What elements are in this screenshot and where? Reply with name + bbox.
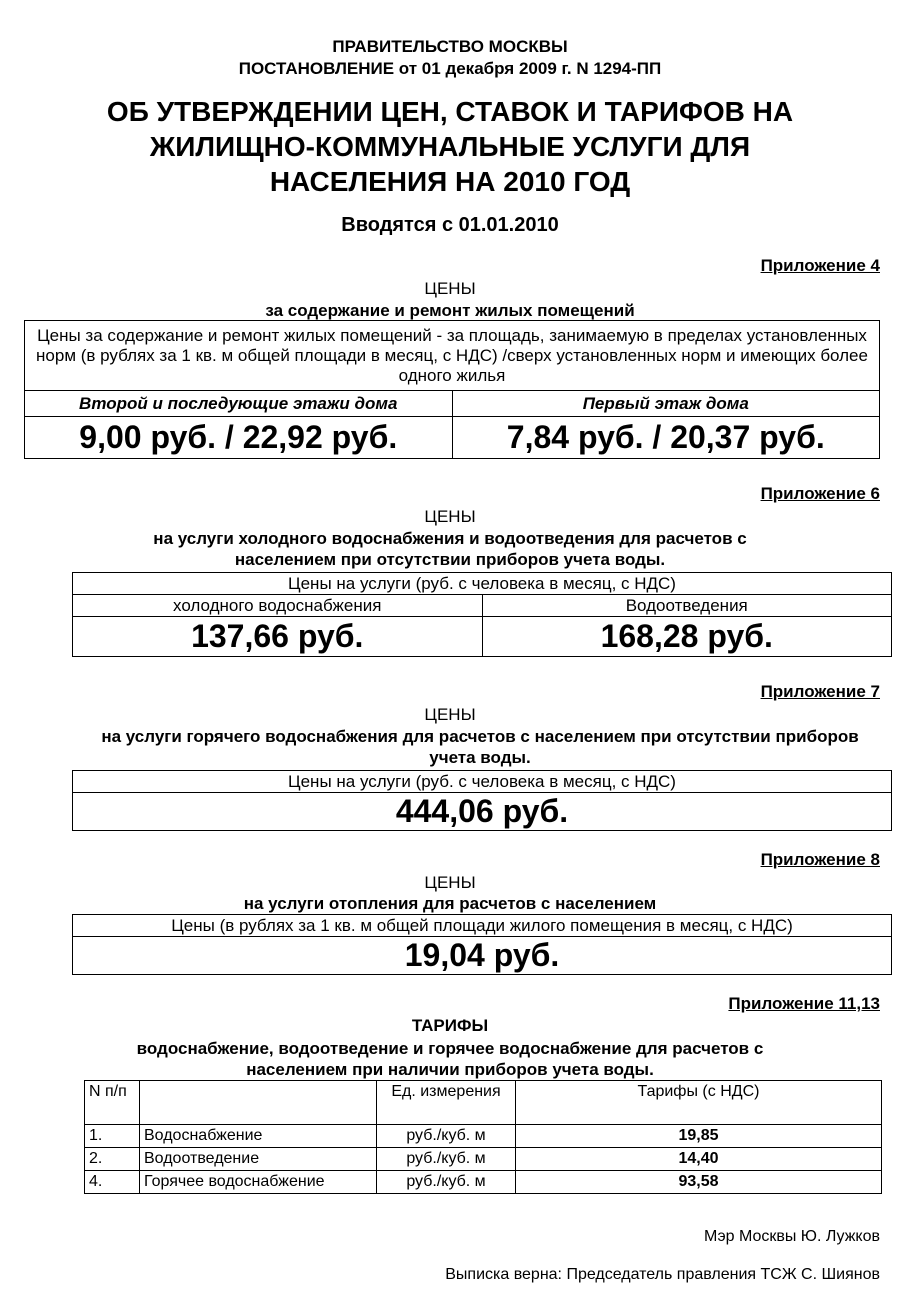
tariff-row-unit: руб./куб. м bbox=[377, 1125, 516, 1148]
appendix-4-heading: ЦЕНЫ bbox=[424, 279, 476, 298]
appendix-4-col2-header: Первый этаж дома bbox=[452, 391, 880, 417]
appendix-7-value: 444,06 руб. bbox=[73, 793, 892, 831]
appendix-8-label: Приложение 8 bbox=[760, 850, 880, 869]
appendix-4-col1-header: Второй и последующие этажи дома bbox=[25, 391, 453, 417]
appendix-6-col1-header: холодного водоснабжения bbox=[73, 595, 483, 617]
appendix-4-table bbox=[24, 320, 880, 459]
appendix-7-caption: Цены на услуги (руб. с человека в месяц, с НДС) bbox=[73, 771, 892, 793]
appendix-4-caption: Цены за содержание и ремонт жилых помещений - за площадь, занимаемую в пределах установленных норм (в рублях за 1 кв. м общей площади в месяц, с НДС) /сверх установленных норм и имеющих более одного жилья bbox=[25, 321, 880, 391]
tariff-row-unit: руб./куб. м bbox=[377, 1148, 516, 1171]
tariff-row-name: Горячее водоснабжение bbox=[140, 1171, 377, 1194]
table-row bbox=[85, 1125, 882, 1148]
appendix-8-table bbox=[72, 914, 892, 975]
appendix-11-heading: ТАРИФЫ bbox=[411, 1016, 489, 1035]
tariff-row-num: 1. bbox=[85, 1125, 140, 1148]
tariff-table bbox=[84, 1080, 882, 1194]
appendix-8-caption: Цены (в рублях за 1 кв. м общей площади жилого помещения в месяц, с НДС) bbox=[73, 915, 892, 937]
appendix-4-col1-value: 9,00 руб. / 22,92 руб. bbox=[25, 417, 453, 459]
decree-line: ПОСТАНОВЛЕНИЕ от 01 декабря 2009 г. N 1294-ПП bbox=[238, 59, 662, 78]
appendix-4-label: Приложение 4 bbox=[760, 256, 880, 275]
appendix-6-col2-header: Водоотведения bbox=[482, 595, 892, 617]
appendix-4-col2-value: 7,84 руб. / 20,37 руб. bbox=[452, 417, 880, 459]
appendix-6-label: Приложение 6 bbox=[760, 484, 880, 503]
appendix-11-label: Приложение 11,13 bbox=[728, 994, 880, 1013]
document-title: ОБ УТВЕРЖДЕНИИ ЦЕН, СТАВОК И ТАРИФОВ НА ЖИЛИЩНО-КОММУНАЛЬНЫЕ УСЛУГИ ДЛЯ НАСЕЛЕНИЯ НА 2010 ГОД bbox=[106, 96, 794, 197]
tariff-row-num: 2. bbox=[85, 1148, 140, 1171]
tariff-col-name-header bbox=[140, 1081, 377, 1125]
table-row bbox=[85, 1171, 882, 1194]
appendix-7-label: Приложение 7 bbox=[760, 682, 880, 701]
appendix-6-heading: ЦЕНЫ bbox=[424, 507, 476, 526]
table-row bbox=[85, 1148, 882, 1171]
tariff-row-value: 93,58 bbox=[516, 1171, 882, 1194]
appendix-6-col2-value: 168,28 руб. bbox=[482, 617, 892, 657]
tariff-col-tariff-header: Тарифы (с НДС) bbox=[516, 1081, 882, 1125]
tariff-row-num: 4. bbox=[85, 1171, 140, 1194]
appendix-7-subheading: на услуги горячего водоснабжения для расчетов с населением при отсутствии приборов учета воды. bbox=[101, 727, 859, 767]
appendix-6-table bbox=[72, 572, 892, 657]
tariff-col-num-header: N п/п bbox=[85, 1081, 140, 1125]
appendix-7-table bbox=[72, 770, 892, 831]
appendix-11-subheading: водоснабжение, водоотведение и горячее водоснабжение для расчетов с населением при наличии приборов учета воды. bbox=[136, 1039, 764, 1079]
tariff-row-value: 14,40 bbox=[516, 1148, 882, 1171]
appendix-8-subheading: на услуги отопления для расчетов с населением bbox=[243, 894, 657, 913]
appendix-4-subheading: за содержание и ремонт жилых помещений bbox=[265, 301, 635, 320]
tariff-row-name: Водоснабжение bbox=[140, 1125, 377, 1148]
appendix-8-heading: ЦЕНЫ bbox=[424, 873, 476, 892]
tariff-row-unit: руб./куб. м bbox=[377, 1171, 516, 1194]
mayor-signature: Мэр Москвы Ю. Лужков bbox=[703, 1228, 880, 1245]
certification-line: Выписка верна: Председатель правления ТСЖ С. Шиянов bbox=[445, 1266, 880, 1283]
appendix-6-col1-value: 137,66 руб. bbox=[73, 617, 483, 657]
tariff-row-name: Водоотведение bbox=[140, 1148, 377, 1171]
effective-date: Вводятся с 01.01.2010 bbox=[341, 214, 559, 236]
tariff-col-unit-header: Ед. измерения bbox=[377, 1081, 516, 1125]
tariff-row-value: 19,85 bbox=[516, 1125, 882, 1148]
appendix-7-heading: ЦЕНЫ bbox=[424, 705, 476, 724]
appendix-6-caption: Цены на услуги (руб. с человека в месяц, с НДС) bbox=[73, 573, 892, 595]
government-name: ПРАВИТЕЛЬСТВО МОСКВЫ bbox=[332, 37, 568, 56]
appendix-8-value: 19,04 руб. bbox=[73, 937, 892, 975]
appendix-6-subheading: на услуги холодного водоснабжения и водоотведения для расчетов с населением при отсутствии приборов учета воды. bbox=[153, 529, 747, 569]
